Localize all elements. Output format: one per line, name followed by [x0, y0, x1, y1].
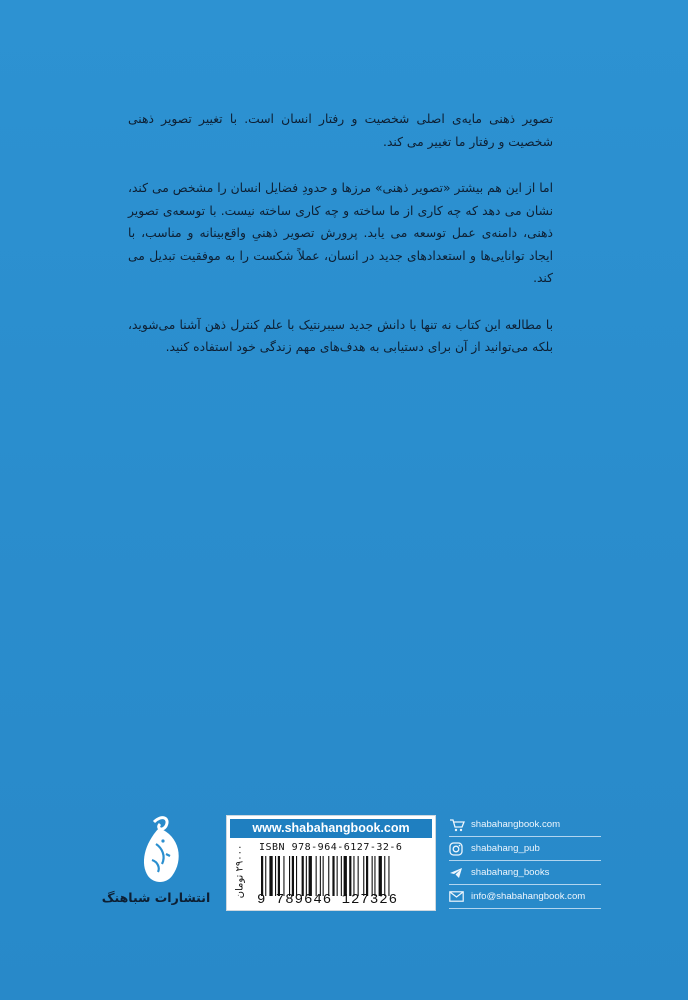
contact-instagram-text: shabahang_pub: [471, 843, 540, 854]
barcode-bar: [388, 856, 389, 896]
barcode-bar: [278, 856, 280, 896]
blurb-text: [128, 108, 553, 383]
barcode-panel: [226, 815, 436, 911]
price-label: [233, 846, 247, 902]
barcode-bar: [374, 856, 375, 896]
blurb-paragraph-2: اما از این هم بیشتر «تصویر ذهنی» مرزها و حدودِ فضایل انسان را مشخص می کند، نشان می دهد که چه کاری از ما ساخته و چه کاری ساخته نیست. با توسعه‌ی تصویر ذهنی، دامنه‌ی عمل توسعه می یابد. پرورش تصویر ذهنیِ واقع‌بینانه و مناسب، با ایجاد توانایی‌ها و استعدادهای جدید در انسان، عملاً شکست را به موفقیت تبدیل می کند.: [128, 181, 553, 285]
barcode-bar: [289, 856, 290, 896]
price-text: ۲۹۰۰۰ تومان: [234, 844, 246, 899]
contact-website[interactable]: [449, 813, 601, 837]
telegram-icon: [449, 865, 471, 881]
blurb-paragraph-3: با مطالعه این کتاب نه تنها با دانش جدید سیبرنتیک با علم کنترل ذهن آشنا می‌شوید، بلکه می‌توانید از آن برای دستیابی به هدف‌های مهم زندگی خود استفاده کنید.: [128, 317, 553, 354]
barcode-bars: [259, 856, 429, 896]
barcode-bar: [332, 856, 334, 896]
barcode-bar: [261, 856, 263, 896]
barcode-bar: [323, 856, 324, 896]
barcode-bar: [384, 856, 385, 896]
website-url[interactable]: www.shabahangbook.com: [230, 819, 432, 838]
barcode-bar: [283, 856, 284, 896]
barcode-bar: [353, 856, 354, 896]
barcode-bar: [363, 856, 364, 896]
barcode-bar: [320, 856, 321, 896]
barcode-bar: [316, 856, 317, 896]
barcode-bar: [296, 856, 297, 896]
barcode-bar: [309, 856, 312, 896]
isbn-text: ISBN 978-964-6127-32-6: [259, 842, 403, 853]
barcode-bar: [344, 856, 347, 896]
mail-icon: [449, 889, 471, 905]
barcode-bar: [341, 856, 342, 896]
contact-telegram-text: shabahang_books: [471, 867, 550, 878]
barcode-bar: [302, 856, 304, 896]
barcode-bar: [358, 856, 359, 896]
contact-list: [449, 813, 601, 909]
barcode-bar: [349, 856, 351, 896]
barcode-bar: [265, 856, 266, 896]
barcode-bar: [372, 856, 373, 896]
blurb-paragraph-1: تصویر ذهنی مایه‌ی اصلی شخصیت و رفتار انسان است. با تغییر تصویر ذهنی شخصیت و رفتار ما تغییر می کند.: [128, 112, 553, 149]
barcode-bar: [379, 856, 382, 896]
barcode-bar: [292, 856, 294, 896]
contact-email[interactable]: [449, 885, 601, 909]
instagram-icon: [449, 841, 471, 857]
barcode-bar: [328, 856, 329, 896]
contact-instagram[interactable]: [449, 837, 601, 861]
shabahang-bird-logo-icon: [132, 814, 186, 886]
publisher-block: [96, 808, 216, 918]
barcode-bar: [275, 856, 276, 896]
contact-email-text: info@shabahangbook.com: [471, 891, 586, 902]
barcode-bar: [366, 856, 368, 896]
contact-telegram[interactable]: [449, 861, 601, 885]
barcode-bar: [337, 856, 338, 896]
cart-icon: [449, 817, 471, 833]
barcode-bar: [269, 856, 272, 896]
publisher-name: انتشارات شباهنگ: [101, 890, 211, 905]
barcode-bar: [306, 856, 307, 896]
barcode-number: 9 789646 127326: [257, 892, 399, 908]
contact-website-text: shabahangbook.com: [471, 819, 561, 830]
